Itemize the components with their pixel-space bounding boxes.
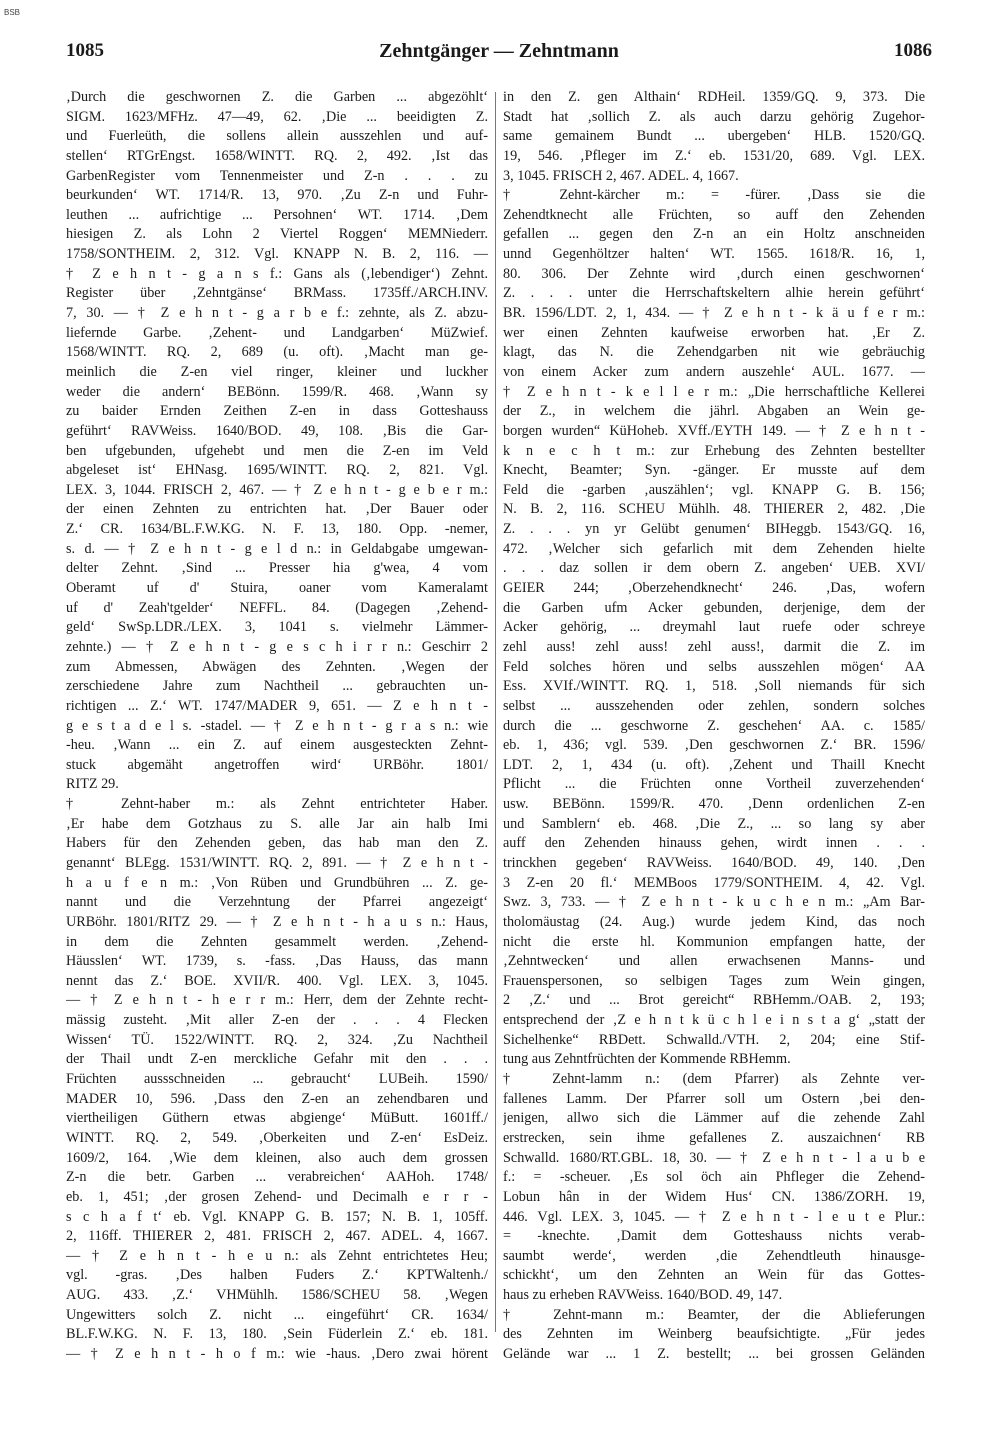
text-line: 1609/2, 164. ‚Wie dem kleinen, also auch dem grossen [66,1149,488,1166]
text-line: -heu. ‚Wann ... ein Z. auf einem ausgesteckten Zehnt- [66,737,488,754]
text-line: = -knechte. ‚Damit dem Gotteshauss nichts verab- [503,1228,925,1245]
text-line: Gelände war ... 1 Z. bestellt; ... bei grossen Geländen [503,1346,925,1362]
text-line: Acker gehörig, ... dreymahl laut ruefe oder schreye [503,619,925,636]
text-line: richtigen ... Z.‘ WT. 1747/MADER 9, 651. — Z e h n t - [66,697,488,714]
text-line: † Zehnt-haber m.: als Zehnt entrichteter Haber. [66,796,488,813]
text-line: BL.F.W.KG. N. F. 13, 180. ‚Sein Füderlein Z.‘ eb. 181. [66,1326,488,1343]
text-line: geführt‘ RAVWeiss. 1640/BOD. 49, 108. ‚Bis die Gar- [66,422,488,439]
text-line: Oberamt uf d' Stuira, oaner vom Kameralamt [66,580,488,597]
text-line: in dem die Zehnten gesammelt werden. ‚Zehend- [66,933,488,950]
text-line: leuthen ... aufrichtige ... Persohnen‘ WT. 1714. ‚Dem [66,206,488,223]
text-line: tholomäustag (24. Aug.) wurde jedem Kind, das noch [503,913,925,930]
text-line: † Zehnt-mann m.: Beamter, der die Ablieferungen [503,1306,925,1323]
text-line: liefernde Garbe. ‚Zehent- und Landgarben‘ MüZwief. [66,324,488,341]
text-line: Z. . . . unter die Herrschaftskeltern alhie herein geführt‘ [503,285,925,302]
text-line: Sichelhenke“ RBDett. Schwalld./VTH. 2, 204; eine Stif- [503,1031,925,1048]
text-line: zerschiedene Jahre zum Nachtheil ... gebrauchten un- [66,678,488,695]
text-line: BR. 1596/LDT. 2, 1, 434. — † Z e h n t - k ä u f e r m.: [503,305,925,322]
text-line: abgeleset ist‘ EHNasg. 1695/WINTT. RQ. 2, 821. Vgl. [66,462,488,479]
text-line: genannt‘ BLEgg. 1531/WINTT. RQ. 2, 891. — † Z e h n t - [66,854,488,871]
text-line: 7, 30. — † Z e h n t - g a r b e f.: zehnte, als Z. abzu- [66,305,488,322]
text-line: selbst ... ausszehenden oder zehlen, sondern solches [503,697,925,714]
page-number-right: 1086 [894,40,932,61]
text-line: Knecht, Beamter; Syn. -gänger. Er musste auf dem [503,462,925,479]
text-line: wer einen Zehnten kaufweise erworben hat. ‚Er Z. [503,324,925,341]
text-line: 3 Z-en 20 fl.‘ MEMBoos 1779/SONTHEIM. 4, 42. Vgl. [503,874,925,891]
text-line: LEX. 3, 1044. FRISCH 2, 467. — † Z e h n t - g e b e r m.: [66,481,488,498]
text-line: entsprechend der ‚Z e h n t k ü c h l e i n s t a g‘ „statt der [503,1012,925,1029]
text-line: stuck abgemäht angetroffen wird‘ URBöhr. 1801/ [66,756,488,773]
text-line: stellen‘ RTGrEngst. 1658/WINTT. RQ. 2, 492. ‚Ist das [66,147,488,164]
text-line: ‚Er habe dem Gotzhaus zu S. alle Jar ain halb Imi [66,815,488,832]
text-line: vgl. -gras. ‚Des halben Fuders Z.‘ KPTWaltenh./ [66,1267,488,1284]
text-line: 19, 546. ‚Pfleger im Z.‘ eb. 1531/20, 689. Vgl. LEX. [503,147,925,164]
text-line: trinckhen gegeben‘ RAVWeiss. 1640/BOD. 49, 140. ‚Den [503,854,925,871]
text-line: klagt, das N. die Zehendgarben nit wie gebräuchig [503,344,925,361]
text-line: . . . daz sollen ir dem obern Z. angeben‘ UEB. XVI/ [503,560,925,577]
page-title: Zehntgänger — Zehntmann [379,40,619,62]
text-line: 1568/WINTT. RQ. 2, 689 (u. oft). ‚Macht man ge- [66,344,488,361]
text-line: und Fuerleüth, die sollens allein ausszehlen und auf- [66,128,488,145]
text-line: borgen wurden“ KüHoheb. XVff./EYTH 149. — † Z e h n t - [503,422,925,439]
text-line: Z. . . . yn yr Gelübt genumen‘ BIHeggb. 1543/GQ. 16, [503,521,925,538]
text-line: auff den Zehenden hinauss gehen, wirdt innen . . . [503,835,925,852]
text-line: der einen Zehnten zu entrichten hat. ‚Der Bauer oder [66,501,488,518]
text-line: haus zu erheben RAVWeiss. 1640/BOD. 49, 147. [503,1287,783,1304]
text-line: weder die andern‘ BEBönn. 1599/R. 468. ‚Wann sy [66,383,488,400]
text-line: der Thail undt Z-en merckliche Gefahr mit den . . . [66,1051,488,1068]
text-line: meinlich die Z-en viel ringer, kleiner und luckher [66,363,488,380]
text-line: nannt und die Verzehntung der Pfarrei angezeigt‘ [66,894,488,911]
text-line: GarbenRegister vom Tennenmeister und Z-n . . . zu [66,167,488,184]
text-line: gefallen ... gegen den Z-n an ein Holtz anschneiden [503,226,925,243]
text-line: delter Zehnt. ‚Sind ... Presser hia g'wea, 4 vom [66,560,488,577]
right-column [503,88,925,1365]
text-line: Habers für den Zehenden geben, das hab man den Z. [66,835,488,852]
text-line: zum Abmessen, Abwägen des Zehnten. ‚Wegen der [66,658,488,675]
text-line: † Zehnt-lamm n.: (dem Pfarrer) als Zehnte ver- [503,1071,925,1088]
text-line: mässig zusteht. ‚Mit aller Z-en der . . . 4 Flecken [66,1012,488,1029]
text-line: in den Z. gen Althain‘ RDHeil. 1359/GQ. 9, 373. Die [503,89,925,105]
column-divider [495,92,496,1332]
text-line: Frauenspersonen, so selbigen Tages zum Wein gingen, [503,972,925,989]
left-column [66,88,488,1365]
text-line: ‚Durch die geschwornen Z. die Garben ... abgezöhlt‘ [66,89,488,105]
text-line: jenigen, allwo sich die Lämmer auf die zehende Zahl [503,1110,925,1127]
text-line: f.: = -scheuer. ‚Es sol öch ain Phfleger die Zehend- [503,1169,925,1186]
text-line: N. B. 2, 116. SCHEU Mühlh. 48. THIERER 2, 482. ‚Die [503,501,925,518]
text-line: zehl auss! zehl auss! zehl auss!, darmit die Z. im [503,638,925,655]
text-line: Lobun hân in der Widem Hus‘ CN. 1386/ZORH. 19, [503,1188,925,1205]
text-line: des Zehnten im Weinberg beaufsichtigte. „Für jedes [503,1326,925,1343]
text-line: uf d' Zeah'tgelder‘ NEFFL. 84. (Dagegen ‚Zehend- [66,599,488,616]
text-line: AUG. 433. ‚Z.‘ VHMühlh. 1586/SCHEU 58. ‚Wegen [66,1287,488,1304]
text-line: von einem Acker zum andern auszehle‘ AUL. 1677. — [503,363,925,380]
text-line: eb. 1, 451; ‚der grosen Zehend- und Decimalh e r r - [66,1188,488,1205]
text-line: ben ufgebunden, ufgehebt und men die Z-en im Veld [66,442,488,459]
text-line: URBöhr. 1801/RITZ 29. — † Z e h n t - h a u s n.: Haus, [66,913,488,930]
text-line: — † Z e h n t - h o f m.: wie -haus. ‚Dero zwai hörent [66,1346,488,1362]
text-line: viertheiligen Güthern etwas abgienge‘ MüButt. 1601ff./ [66,1110,488,1127]
text-line: 472. ‚Welcher sich gefarlich mit dem Zehenden hielte [503,540,925,557]
text-line: Ess. XVIf./WINTT. RQ. 1, 518. ‚Soll niemands für sich [503,678,925,695]
text-line: tung aus Zehntfrüchten der Kommende RBHemm. [503,1051,791,1068]
text-line: Swz. 3, 733. — † Z e h n t - k u c h e n m.: „Am Bar- [503,894,925,911]
text-line: Ungewitters solch Z. nicht ... eingeführt‘ CR. 1634/ [66,1306,488,1323]
page-number-left: 1085 [66,40,104,61]
text-line: nicht die erste hl. Kommunion empfangen hatte, der [503,933,925,950]
text-line: unnd Gegenhöltzer halten‘ WT. 1565. 1618/R. 16, 1, [503,246,925,263]
text-line: ‚Zehntwecken‘ und allen erwachsenen Manns- und [503,953,925,970]
text-line: Feld die -garben ‚auszählen‘; vgl. KNAPP G. B. 156; [503,481,925,498]
text-line: s. d. — † Z e h n t - g e l d n.: in Geldabgabe umgewan- [66,540,488,557]
text-line: Wissen‘ TÜ. 1522/WINTT. RQ. 2, 324. ‚Zu Nachtheil [66,1031,488,1048]
text-line: fallenes Lamm. Der Pfarrer soll um Ostern ‚bei den- [503,1090,925,1107]
text-line: Pflicht ... die Früchten onne Vortheil zuverzehenden‘ [503,776,925,793]
text-line: 1758/SONTHEIM. 2, 312. Vgl. KNAPP N. B. 2, 116. — [66,246,488,263]
text-line: und Samblern‘ eb. 468. ‚Die Z., ... so lang sy aber [503,815,925,832]
text-line: Schwalld. 1680/RT.GBL. 18, 30. — † Z e h n t - l a u b e [503,1149,925,1166]
text-line: same gemainem Bundt ... ubergeben‘ HLB. 1520/GQ. [503,128,925,145]
text-line: zehnte.) — † Z e h n t - g e s c h i r r n.: Geschirr 2 [66,638,488,655]
text-line: — † Z e h n t - h e r r m.: Herr, dem der Zehnte recht- [66,992,488,1009]
text-line: 3, 1045. FRISCH 2, 467. ADEL. 4, 1667. [503,167,739,184]
text-line: 2 ‚Z.‘ und ... Brot gereicht“ RBHemm./OAB. 2, 193; [503,992,925,1009]
text-line: — † Z e h n t - h e u n.: als Zehnt entrichtetes Heu; [66,1247,488,1264]
text-line: Häusslen‘ WT. 1739, s. -fass. ‚Das Hauss, das mann [66,953,488,970]
text-line: Zehendtknecht alle Früchten, so auff den Zehenden [503,206,925,223]
text-line: h a u f e n m.: ‚Von Rüben und Grundbühren ... Z. ge- [66,874,488,891]
text-line: geld‘ SwSp.LDR./LEX. 3, 1041 s. vielmehr Lämmer- [66,619,488,636]
text-line: der Z., in welchem die jährl. Abgaben an Wein ge- [503,403,925,420]
text-line: usw. BEBönn. 1599/R. 470. ‚Denn ordenlichen Z-en [503,796,925,813]
text-line: schickht‘, um den Zehnten an Wein für das Gottes- [503,1267,925,1284]
text-line: RITZ 29. [66,776,119,793]
text-line: die Garben ufm Acker gebunden, derjenige, dem der [503,599,925,616]
text-line: Z.‘ CR. 1634/BL.F.W.KG. N. F. 13, 180. Opp. -nemer, [66,521,488,538]
text-line: hiesigen Z. als Lohn 2 Viertel Roggen‘ MEMNiederr. [66,226,488,243]
text-line: Register über ‚Zehntgänse‘ BRMass. 1735ff./ARCH.INV. [66,285,488,302]
text-line: durch die ... geschworne Z. geschehen‘ AA. c. 1585/ [503,717,925,734]
text-line: Z-n die betr. Garben ... verabreichen‘ AAHoh. 1748/ [66,1169,488,1186]
text-line: g e s t a d e l s. -stadel. — † Z e h n t - g r a s n.: wie [66,717,488,734]
text-line: † Z e h n t - k e l l e r m.: „Die herrschaftliche Kellerei [503,383,925,400]
text-line: † Z e h n t - g a n s f.: Gans als (‚lebendiger‘) Zehnt. [66,265,488,282]
text-line: zu baider Ernden Zeithen Z-en in dass Gotteshauss [66,403,488,420]
text-line: saumbt werde‘, werden ‚die Zehendtleuth hinausge- [503,1247,925,1264]
text-line: Stadt hat ‚sollich Z. als auch darzu gehörig Zugehor- [503,108,925,125]
text-line: Früchten aussschneiden ... gebraucht‘ LUBeih. 1590/ [66,1071,488,1088]
text-line: beurkunden‘ WT. 1714/R. 13, 970. ‚Zu Z-n und Fuhr- [66,187,488,204]
text-line: nennt das Z.‘ BOE. XVII/R. 400. Vgl. LEX. 3, 1045. [66,972,488,989]
page-header [66,40,932,70]
text-line: SIGM. 1623/MFHz. 47—49, 62. ‚Die ... beeidigten Z. [66,108,488,125]
text-line: GEIER 244; ‚Oberzehendknecht‘ 246. ‚Das, wofern [503,580,925,597]
text-line: LDT. 2, 1, 434 (u. oft). ‚Zehent und Thaill Knecht [503,756,925,773]
text-line: 2, 116ff. THIERER 2, 481. FRISCH 2, 467. ADEL. 4, 1667. [66,1228,488,1245]
text-line: s c h a f t‘ eb. Vgl. KNAPP G. B. 157; N. B. 1, 105ff. [66,1208,488,1225]
text-line: erstrecken, sein ihme gefallenes Z. auszaichnen‘ RB [503,1129,925,1146]
text-line: eb. 1, 436; vgl. 539. ‚Den geschwornen Z.‘ BR. 1596/ [503,737,925,754]
text-line: k n e c h t m.: zur Erhebung des Zehnten bestellter [503,442,925,459]
text-line: 80. 306. Der Zehnte wird ‚durch einen geschwornen‘ [503,265,925,282]
text-line: 446. Vgl. LEX. 3, 1045. — † Z e h n t - l e u t e Plur.: [503,1208,925,1225]
text-line: † Zehnt-kärcher m.: = -fürer. ‚Dass sie die [503,187,925,204]
text-line: MADER 10, 596. ‚Dass den Z-en an zehendbaren und [66,1090,488,1107]
text-line: WINTT. RQ. 2, 549. ‚Oberkeiten und Z-en‘ EsDeiz. [66,1129,488,1146]
text-line: Feld solches hören und selbs ausszehlen mögen‘ AA [503,658,925,675]
library-stamp: BSB [4,8,21,17]
